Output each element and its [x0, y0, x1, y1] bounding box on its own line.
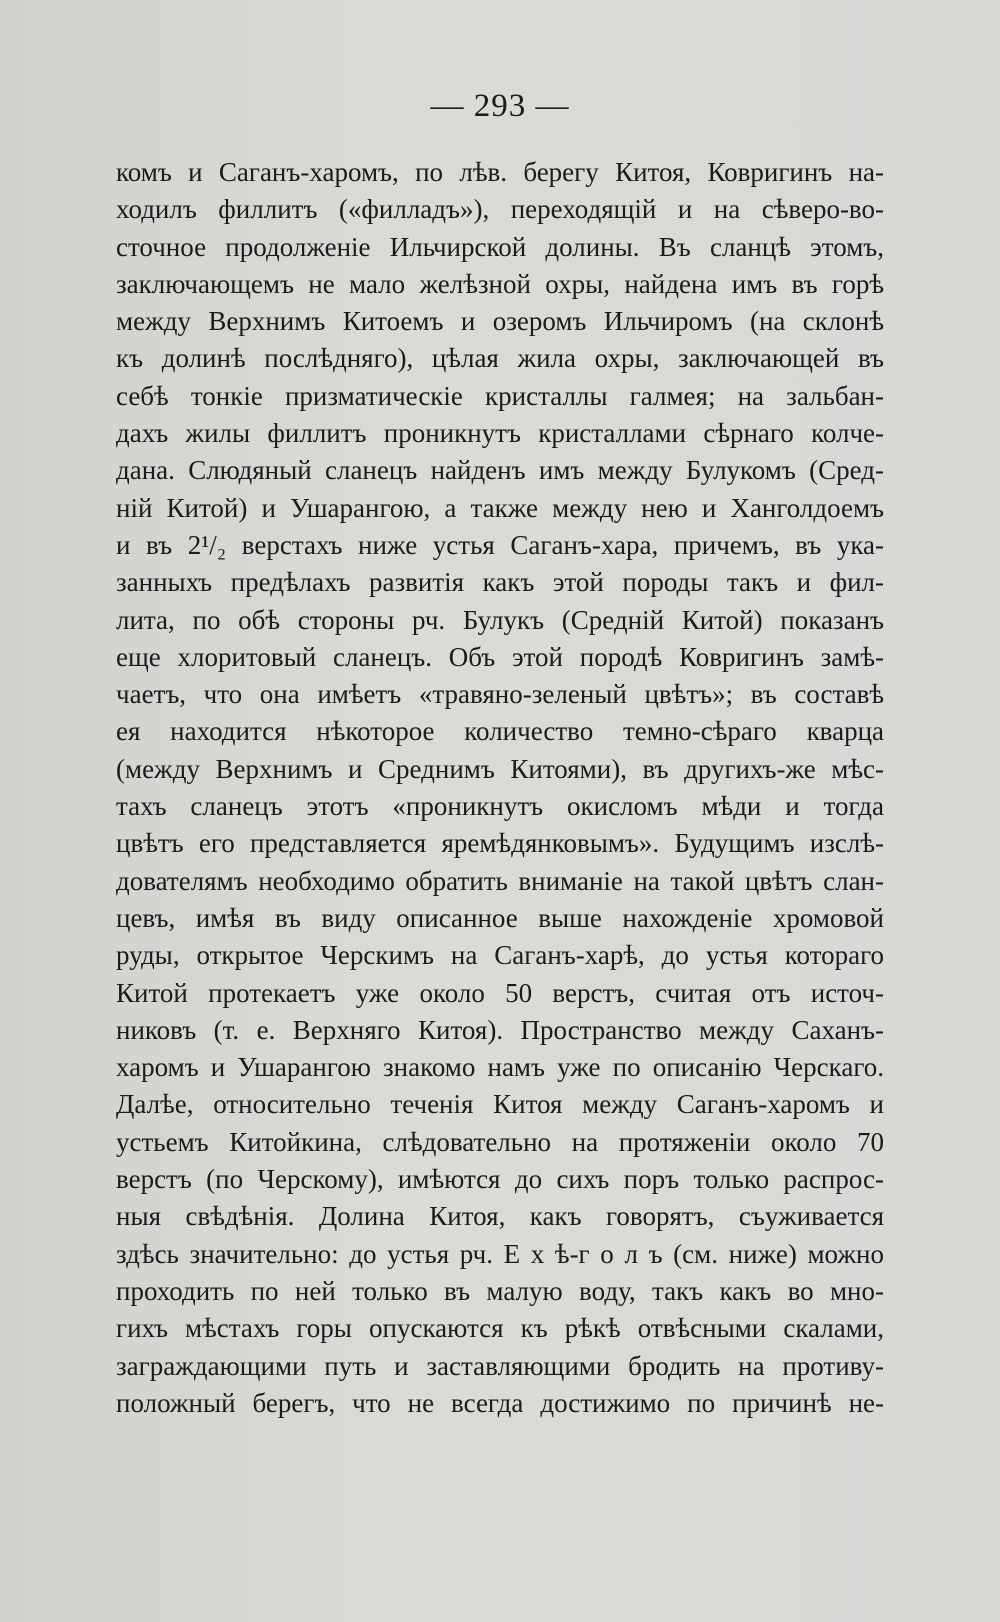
text-line: заключающемъ не мало желѣзной охры, найдена имъ въ горѣ — [116, 268, 884, 299]
text-line: чаетъ, что она имѣетъ «травяно-зеленый цвѣтъ»; въ составѣ — [116, 679, 884, 710]
text-line: руды, открытое Черскимъ на Саганъ-харѣ, до устья котораго — [116, 940, 884, 971]
text-line: себѣ тонкіе призматическіе кристаллы галмея; на зальбан- — [116, 380, 884, 411]
text-line: и въ 2¹/₂ верстахъ ниже устья Саганъ-хара, причемъ, въ ука- — [116, 529, 884, 560]
text-line: никовъ (т. е. Верхняго Китоя). Пространство между Саханъ- — [116, 1014, 884, 1045]
text-line: дана. Слюдяный сланецъ найденъ имъ между Булукомъ (Сред- — [116, 455, 884, 486]
text-line: къ долинѣ послѣдняго), цѣлая жила охры, заключающей въ — [116, 343, 884, 374]
text-line: ходилъ филлитъ («филладъ»), переходящій и на сѣверо-во- — [116, 194, 884, 225]
text-line: цевъ, имѣя въ виду описанное выше нахожденіе хромовой — [116, 902, 884, 933]
text-line: здѣсь значительно: до устья рч. Е х ѣ-г о л ъ (см. ниже) можно — [116, 1238, 884, 1269]
text-line: устьемъ Китойкина, слѣдовательно на протяженіи около 70 — [116, 1126, 884, 1157]
text-line: дователямъ необходимо обратить вниманіе на такой цвѣтъ слан- — [116, 865, 884, 896]
page-number: — 293 — — [430, 88, 570, 124]
text-line: дахъ жилы филлитъ проникнутъ кристаллами сѣрнаго колче- — [116, 418, 884, 449]
text-line: между Верхнимъ Китоемъ и озеромъ Ильчиромъ (на склонѣ — [116, 306, 884, 337]
text-line: комъ и Саганъ-харомъ, по лѣв. берегу Китоя, Ковригинъ на- — [116, 157, 884, 187]
text-line: тахъ сланецъ этотъ «проникнутъ окисломъ мѣди и тогда — [116, 791, 884, 822]
text-body — [116, 154, 884, 1422]
text-line: цвѣтъ его представляется яремѣдянковымъ». Будущимъ изслѣ- — [116, 828, 884, 859]
text-line: занныхъ предѣлахъ развитія какъ этой породы такъ и фил- — [116, 567, 884, 598]
text-line: заграждающими путь и заставляющими бродить на противу- — [116, 1350, 884, 1381]
text-line: положный берегъ, что не всегда достижимо по причинѣ не- — [116, 1387, 884, 1418]
text-line: Далѣе, относительно теченія Китоя между Саганъ-харомъ и — [116, 1089, 884, 1120]
text-line: ея находится нѣкоторое количество темно-сѣраго кварца — [116, 716, 884, 747]
text-line: ныя свѣдѣнія. Долина Китоя, какъ говорятъ, съуживается — [116, 1201, 884, 1232]
text-line: ній Китой) и Ушарангою, а также между нею и Ханголдоемъ — [116, 492, 884, 523]
text-line: еще хлоритовый сланецъ. Объ этой породѣ Ковригинъ замѣ- — [116, 641, 884, 672]
text-line: верстъ (по Черскому), имѣются до сихъ поръ только распрос- — [116, 1164, 884, 1195]
text-line: лита, по обѣ стороны рч. Булукъ (Средній Китой) показанъ — [116, 604, 884, 635]
text-line: харомъ и Ушарангою знакомо намъ уже по описанію Черскаго. — [116, 1052, 884, 1083]
text-line: (между Верхнимъ и Среднимъ Китоями), въ другихъ-же мѣс- — [116, 753, 884, 784]
text-line: гихъ мѣстахъ горы опускаются къ рѣкѣ отвѣсными скалами, — [116, 1313, 884, 1344]
text-line: проходить по ней только въ малую воду, такъ какъ во мно- — [116, 1275, 884, 1306]
text-line: Китой протекаетъ уже около 50 верстъ, считая отъ источ- — [116, 977, 884, 1008]
text-line: сточное продолженіе Ильчирской долины. Въ сланцѣ этомъ, — [116, 231, 884, 262]
